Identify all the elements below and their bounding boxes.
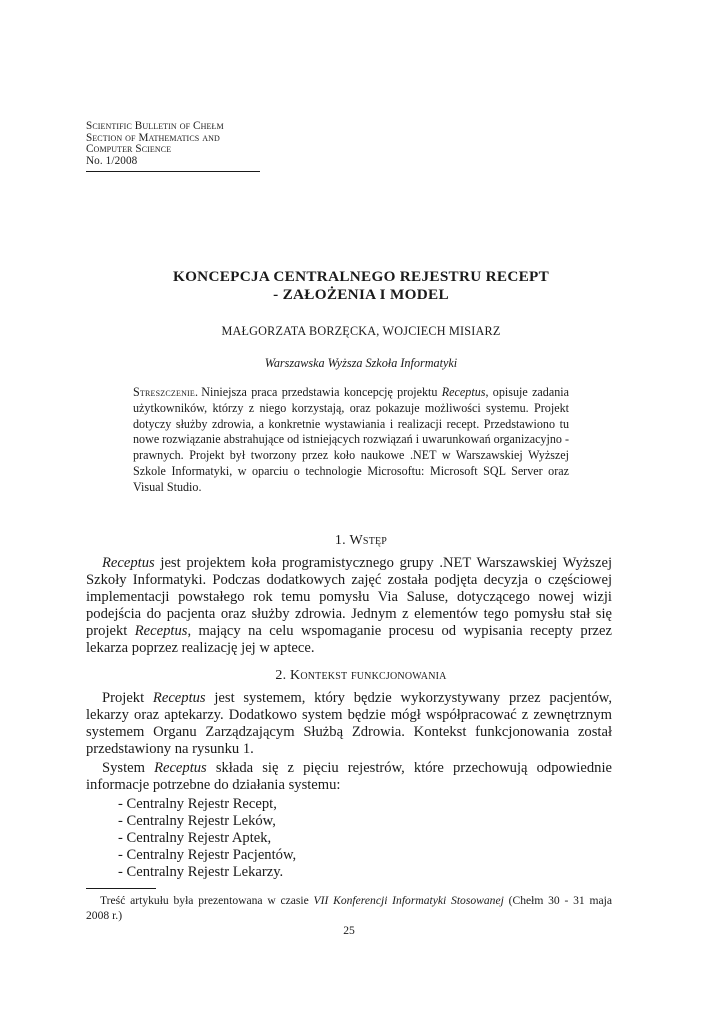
- list-item: - Centralny Rejestr Recept,: [118, 796, 296, 813]
- paragraph-3-italic: Receptus: [154, 760, 207, 776]
- section-heading-1: [86, 533, 636, 549]
- paper-title-line1: KONCEPCJA CENTRALNEGO REJESTRU RECEPT: [172, 268, 550, 285]
- paragraph-1-text-1: jest projektem koła programistycznego grupy .NET Warszawskiej Wyższej Szkoły Informatyki. Podczas dodatkowych zajęć została podjęta decyzja o częściowej implementacji powstałego rok temu pomysłu Via Saluse, dotyczącego nowej wizji podejścia do pacjenta oraz służby zdrowia. Jednym z elementów tego pomysłu stał się projekt: [86, 555, 612, 639]
- footnote-italic: VII Konferencji Informatyki Stosowanej: [313, 894, 504, 907]
- journal-rule: [86, 171, 260, 172]
- paper-title: [86, 268, 636, 304]
- paragraph-1: [86, 555, 612, 657]
- abstract-italic: Receptus: [441, 385, 486, 399]
- paragraph-2-italic: Receptus: [152, 690, 206, 706]
- paper-title-line2: - ZAŁOŻENIA I MODEL: [273, 286, 449, 303]
- paragraph-1-text-2: , mający na celu wspomaganie procesu od wypisania recepty przez lekarza poprzez realizację jej w aptece.: [86, 623, 612, 656]
- section-heading-2: [86, 668, 636, 684]
- journal-name-line1: Scientific Bulletin of Chełm: [86, 120, 224, 132]
- paragraph-3: [86, 760, 612, 794]
- footnote-text-2: (Chełm 30 - 31 maja 2008 r.): [86, 894, 612, 922]
- footnote-rule: [86, 888, 156, 889]
- abstract-text-a: Niniejsza praca przedstawia koncepcję projektu: [201, 385, 442, 399]
- list-item: - Centralny Rejestr Lekarzy.: [118, 864, 296, 881]
- registry-list: [118, 796, 296, 881]
- section-title-1: Wstęp: [349, 533, 388, 548]
- paragraph-2: [86, 690, 612, 758]
- paragraph-2-text-2: jest systemem, który będzie wykorzystywany przez pacjentów, lekarzy oraz aptekarzy. Dodatkowo system będzie mógł współpracować z zewnętrznym systemem Organu Zarządzającym Służbą Zdrowia. Kontekst funkcjonowania został przedstawiony na rysunku 1.: [86, 690, 612, 757]
- abstract: [133, 385, 569, 496]
- journal-name-line3: Computer Science: [86, 143, 172, 155]
- paragraph-1-italic-1: Receptus: [102, 555, 155, 571]
- section-title-2: Kontekst funkcjonowania: [290, 668, 447, 683]
- abstract-text-b: , opisuje zadania użytkowników, którzy z niego korzystają, oraz pokazuje możliwości systemu. Projekt dotyczy służby zdrowia, a konkretnie wystawiania i realizacji recept. Przedstawiono tu nowe rozwiązanie abstrahujące od istniejących rozwiązań i uwarunkowań organizacyjno - prawnych. Projekt był tworzony przez koło naukowe .NET w Warszawskiej Wyższej Szkole Informatyki, w oparciu o technologie Microsoftu: Microsoft SQL Server oraz Visual Studio.: [133, 385, 569, 494]
- list-item: - Centralny Rejestr Aptek,: [118, 830, 296, 847]
- authors: MAŁGORZATA BORZĘCKA, WOJCIECH MISIARZ: [221, 324, 501, 338]
- section-number-2: 2.: [275, 668, 287, 683]
- affiliation: Warszawska Wyższa Szkoła Informatyki: [264, 356, 458, 370]
- journal-header: [86, 121, 262, 172]
- list-item: - Centralny Rejestr Leków,: [118, 813, 296, 830]
- paragraph-1-italic-2: Receptus: [134, 623, 188, 639]
- abstract-keyword: Streszczenie.: [133, 385, 199, 399]
- journal-name-line2: Section of Mathematics and: [86, 131, 220, 144]
- journal-issue: No. 1/2008: [86, 154, 138, 167]
- list-item: - Centralny Rejestr Pacjentów,: [118, 847, 296, 864]
- page-number: 25: [343, 924, 355, 937]
- footnote-text-1: Treść artykułu była prezentowana w czasie: [100, 894, 314, 907]
- section-number-1: 1.: [334, 533, 346, 548]
- paragraph-3-text-1: System: [102, 760, 155, 776]
- paragraph-3-text-2: składa się z pięciu rejestrów, które przechowują odpowiednie informacje potrzebne do działania systemu:: [86, 760, 612, 793]
- footnote: [86, 893, 612, 923]
- paragraph-2-text-1: Projekt: [102, 690, 153, 706]
